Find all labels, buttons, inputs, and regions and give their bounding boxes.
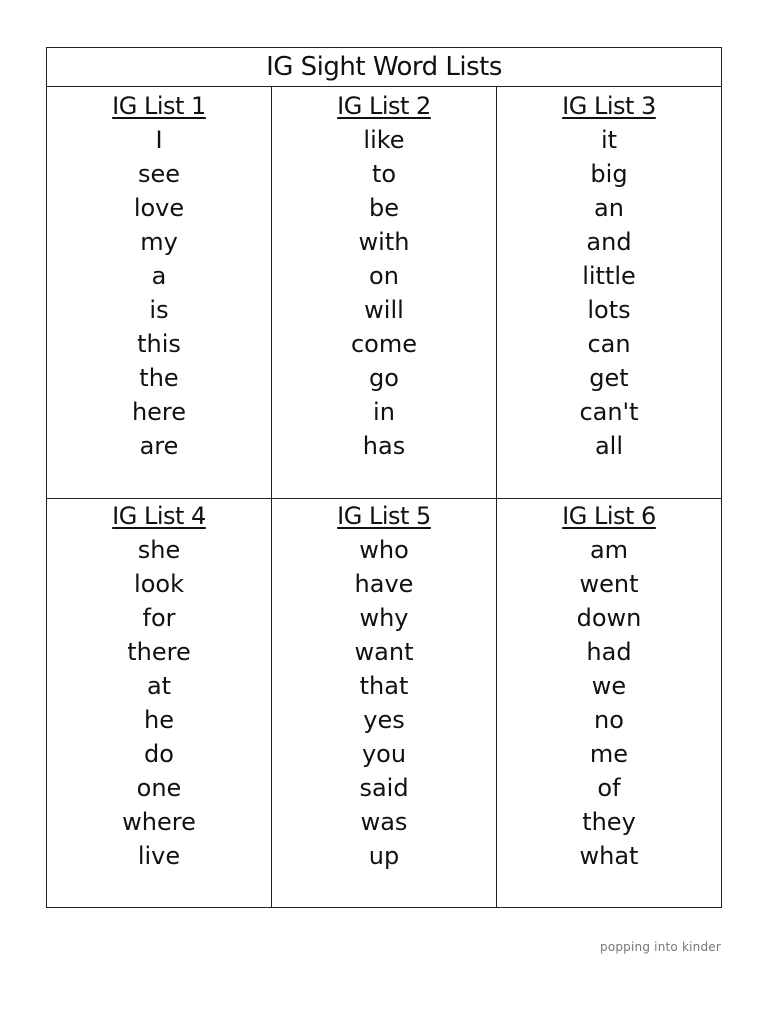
sight-word: of	[597, 774, 621, 802]
sight-word: to	[371, 160, 397, 188]
sight-word: this	[137, 330, 181, 358]
list-cell	[497, 87, 721, 499]
sight-word: here	[131, 398, 187, 426]
sight-word: do	[144, 740, 174, 768]
word-list	[351, 123, 417, 463]
sight-word: where	[122, 808, 196, 836]
word-list	[122, 533, 196, 873]
sight-word: an	[594, 194, 624, 222]
sight-word: there	[127, 638, 191, 666]
list-cell	[47, 499, 272, 907]
sight-word: the	[139, 364, 179, 392]
word-list	[577, 533, 642, 873]
sight-word: why	[359, 604, 409, 632]
sight-word: on	[369, 262, 399, 290]
sight-word: get	[589, 364, 629, 392]
sight-word: lots	[587, 296, 631, 324]
sight-word: are	[139, 432, 179, 460]
list-heading: IG List 4	[112, 502, 206, 530]
sight-word: I	[155, 126, 163, 154]
sight-word: they	[582, 808, 636, 836]
sight-word: was	[360, 808, 408, 836]
sight-word: you	[361, 740, 407, 768]
sight-word: went	[579, 570, 639, 598]
sight-word: down	[576, 604, 642, 632]
sight-word: see	[137, 160, 181, 188]
sight-word: for	[142, 604, 176, 632]
sight-word: we	[591, 672, 627, 700]
word-list	[579, 123, 638, 463]
sight-word: no	[594, 706, 624, 734]
list-heading: IG List 6	[562, 502, 656, 530]
sight-word: said	[359, 774, 409, 802]
sight-word: have	[354, 570, 414, 598]
list-heading: IG List 3	[562, 92, 656, 120]
sight-word: in	[373, 398, 395, 426]
sight-word: a	[151, 262, 167, 290]
lists-grid	[47, 87, 721, 907]
sight-word: all	[594, 432, 624, 460]
footer-credit: popping into kinder	[600, 940, 721, 954]
sight-word: can	[587, 330, 631, 358]
sight-word: come	[350, 330, 418, 358]
list-cell	[272, 499, 497, 907]
sight-word: who	[359, 536, 409, 564]
sight-word: can't	[579, 398, 639, 426]
list-cell	[497, 499, 721, 907]
list-heading: IG List 2	[337, 92, 431, 120]
sight-word: big	[590, 160, 628, 188]
sight-word: go	[369, 364, 399, 392]
word-list	[132, 123, 186, 463]
page-title: IG Sight Word Lists	[47, 48, 721, 87]
sight-word-table	[46, 47, 722, 908]
sight-word: and	[586, 228, 632, 256]
sight-word: at	[146, 672, 172, 700]
list-cell	[47, 87, 272, 499]
sight-word: with	[358, 228, 410, 256]
word-list	[355, 533, 414, 873]
sight-word: look	[134, 570, 184, 598]
sight-word: live	[137, 842, 181, 870]
sight-word: what	[579, 842, 639, 870]
list-cell	[272, 87, 497, 499]
sight-word: she	[137, 536, 181, 564]
sight-word: my	[140, 228, 178, 256]
sight-word: am	[589, 536, 629, 564]
sight-word: like	[363, 126, 405, 154]
sight-word: yes	[363, 706, 405, 734]
sight-word: me	[589, 740, 629, 768]
sight-word: had	[586, 638, 632, 666]
sight-word: be	[369, 194, 399, 222]
list-heading: IG List 5	[337, 502, 431, 530]
sight-word: one	[136, 774, 182, 802]
sight-word: little	[582, 262, 636, 290]
sight-word: want	[354, 638, 414, 666]
sight-word: up	[368, 842, 400, 870]
sight-word: it	[600, 126, 618, 154]
sight-word: love	[133, 194, 185, 222]
sight-word: has	[362, 432, 406, 460]
sight-word: will	[364, 296, 404, 324]
sight-word: that	[359, 672, 409, 700]
sight-word: he	[144, 706, 174, 734]
list-heading: IG List 1	[112, 92, 206, 120]
sight-word: is	[149, 296, 169, 324]
